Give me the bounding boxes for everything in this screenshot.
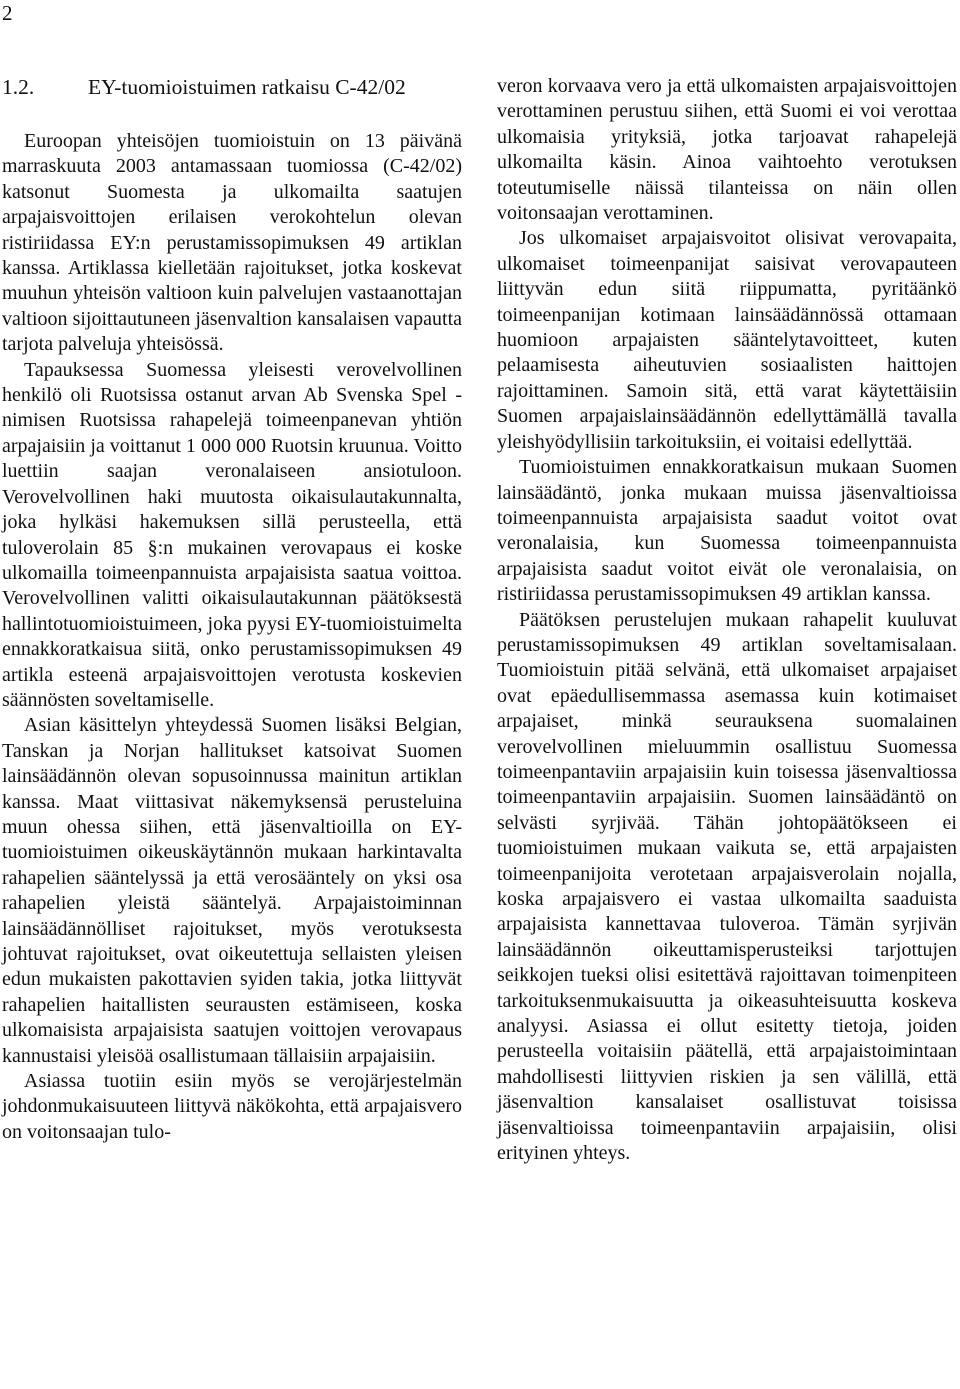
right-paragraph-2: Jos ulkomaiset arpajaisvoitot olisivat verovapaita, ulkomaiset toimeenpanijat saisivat verovapauteen liittyvän edun siitä riippumatta, pyritäänkö toimeenpanijan kotimaan lainsäädännössä ottamaan huomioon arpajaisten sääntelytavoitteet, kuten pelaamisesta aiheutuvien sosiaalisten haittojen rajoittaminen. Samoin sitä, että varat käytettäisiin Suomen arpajaislainsäädännön edellyttämällä tavalla yleishyödyllisiin tarkoituksiin, ei voitaisi edellyttää. — [497, 227, 957, 453]
heading-spacer — [2, 101, 462, 129]
right-paragraph-1: veron korvaava vero ja että ulkomaisten arpajaisvoittojen verottaminen perustuu siihen, että Suomi ei voi verottaa ulkomaisia yrityksiä, jotka tarjoavat rahapelejä ulkomailta käsin. Ainoa vaihtoehto verotuksen toteutumiselle näissä tilanteissa on näin ollen voitonsaajan verottaminen. — [497, 75, 957, 225]
section-title: EY-tuomioistuimen ratkaisu C-42/02 — [88, 75, 406, 99]
right-column — [497, 74, 957, 1166]
left-paragraph-4: Asiassa tuotiin esiin myös se verojärjestelmän johdonmukaisuuteen liittyvä näkökohta, että arpajaisvero on voitonsaajan tulo- — [2, 1070, 462, 1143]
right-paragraph-4: Päätöksen perustelujen mukaan rahapelit kuuluvat perustamissopimuksen 49 artiklan soveltamisalaan. Tuomioistuin pitää selvänä, että ulkomaiset arpajaiset ovat epäedullisemmassa asemassa kuin kotimaiset arpajaiset, minkä seurauksena suomalainen verovelvollinen mieluummin osallistuu Suomessa toimeenpantaviin arpajaisiin kuin toisessa jäsenvaltiossa toimeenpantaviin arpajaisiin. Suomen lainsäädäntö on selvästi syrjivää. Tähän johtopäätökseen ei tuomioistuimen mukaan vaikuta se, että arpajaisten toimeenpanijoita verotetaan arpajaisverolain nojalla, koska arpajaisvero ei vastaa ulkomailta saaduista arpajaisista kannettavaa tuloveroa. Tämän syrjivän lainsäädännön oikeuttamisperusteiksi tarjottujen seikkojen tueksi olisi esitettävä rajoittavan toimenpiteen tarkoituksenmukaisuutta ja oikeasuhteisuutta koskeva analyysi. Asiassa ei ollut esitetty tietoja, joiden perusteella voitaisiin päätellä, että arpajaistoimintaan mahdollisesti liittyvien riskien ja sen välillä, että jäsenvaltion kansalaiset osallistuvat toisissa jäsenvaltioissa toimeenpantaviin arpajaisiin, olisi erityinen yhteys. — [497, 608, 957, 1165]
right-paragraph-3: Tuomioistuimen ennakkoratkaisun mukaan Suomen lainsäädäntö, jonka mukaan muissa jäsenvaltioissa toimeenpannuista arpajaisista saadut voitot ovat veronalaisia, kun Suomessa toimeenpannuista arpajaisista saadut voitot eivät ole veronalaisia, on ristiriidassa perustamissopimuksen 49 artiklan kanssa. — [497, 456, 957, 606]
page-number: 2 — [2, 1, 13, 25]
left-paragraph-2: Tapauksessa Suomessa yleisesti verovelvollinen henkilö oli Ruotsissa ostanut arvan Ab Svenska Spel -nimisen Ruotsissa rahapelejä toimeenpanevan yhtiön arpajaisiin ja voittanut 1 000 000 Ruotsin kruunua. Voitto luettiin saajan veronalaiseen ansiotuloon. Verovelvollinen haki muutosta oikaisulautakunnalta, joka hylkäsi hakemuksen sillä perusteella, että tuloverolain 85 §:n mukainen verovapaus ei koske ulkomailla toimeenpannuista arpajaisista saatua voittoa. Verovelvollinen valitti oikaisulautakunnan päätöksestä hallintotuomioistuimeen, joka pyysi EY-tuomioistuimelta ennakkoratkaisua siitä, onko perustamissopimuksen 49 artikla esteenä arpajaisvoittojen verotusta koskevien säännösten soveltamiselle. — [2, 358, 462, 711]
left-paragraph-3: Asian käsittelyn yhteydessä Suomen lisäksi Belgian, Tanskan ja Norjan hallitukset katsoivat Suomen lainsäädännön olevan sopusoinnussa mainitun artiklan kanssa. Maat viittasivat näkemyksensä perusteluina muun ohessa siihen, että jäsenvaltioilla on EY-tuomioistuimen oikeuskäytännön mukaan harkintavalta rahapelien sääntelyssä ja että verosääntely on yksi osa rahapelien yleistä sääntelyä. Arpajaistoiminnan lainsäädännölliset rajoitukset, myös verotuksesta johtuvat rajoitukset, ovat oikeutettuja sellaisten yleisen edun mukaisten pakottavien syiden takia, jotka liittyvät rahapelien haitallisten seurausten estämiseen, koska ulkomaisista arpajaisista saatujen voittojen verovapaus kannustaisi yleisöä osallistumaan tällaisiin arpajaisiin. — [2, 714, 462, 1067]
section-heading — [2, 74, 462, 101]
left-paragraph-1: Euroopan yhteisöjen tuomioistuin on 13 päivänä marraskuuta 2003 antamassaan tuomiossa (C-42/02) katsonut Suomesta ja ulkomailta saatujen arpajaisvoittojen erilaisen verokohtelun olevan ristiriidassa EY:n perustamissopimuksen 49 artiklan kanssa. Artiklassa kielletään rajoitukset, jotka koskevat muuhun yhteisön valtioon kuin palvelujen vastaanottajan valtioon sijoittautuneen jäsenvaltion kansalaisen vapautta tarjota palveluja yhteisössä. — [2, 130, 462, 356]
section-number: 1.2. — [2, 75, 35, 99]
left-column — [2, 74, 462, 1145]
